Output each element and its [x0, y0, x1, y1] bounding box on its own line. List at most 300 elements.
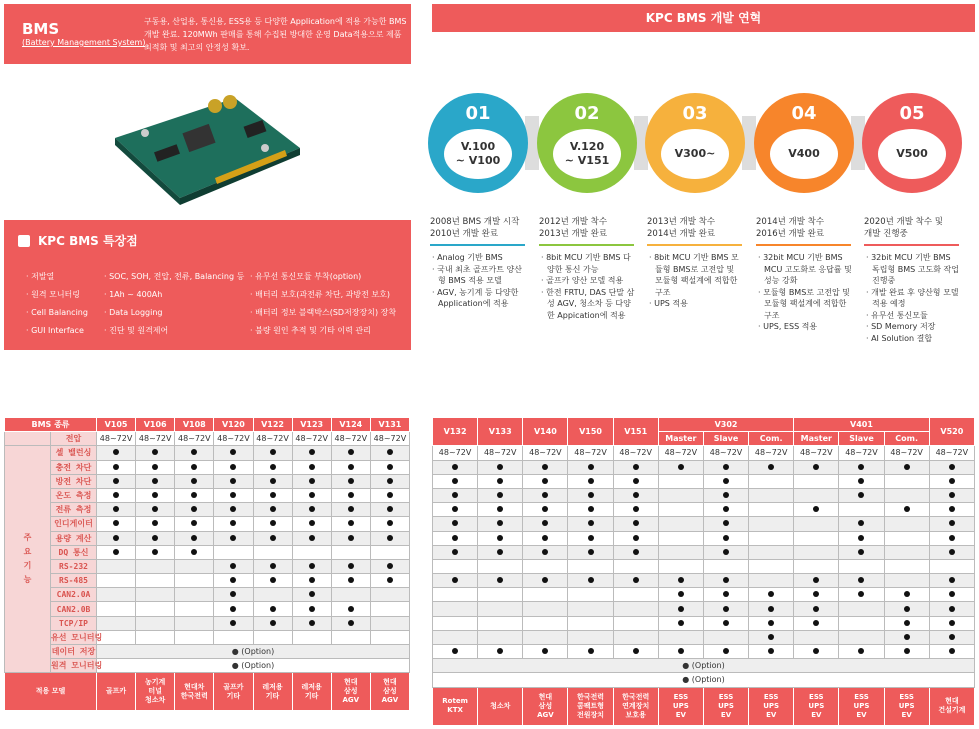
- bms-header: [4, 4, 411, 64]
- sub-header: Master: [658, 432, 703, 446]
- check-dot: [904, 620, 910, 626]
- check-dot: [113, 535, 119, 541]
- check-dot: [230, 449, 236, 455]
- milestone-items: · 32bit MCU 기반 BMS 독립형 BMS 고도화 작업 진행중 · 개발 완료 후 양산형 모델 적용 예정 · 유무선 통신모듈 · SD Memory 저장 · AI Solution 결합: [866, 253, 959, 343]
- check-dot: [230, 478, 236, 484]
- check-dot: [723, 606, 729, 612]
- milestone-years: 2012년 개발 착수 2013년 개발 완료: [539, 216, 634, 246]
- milestone-circle: [428, 93, 528, 193]
- feature-item: · 배터리 정보 블랙박스(SD저장장치) 장착: [250, 308, 397, 317]
- check-dot: [152, 520, 158, 526]
- voltage-cell: 48~72V: [523, 446, 568, 460]
- voltage-cell: 48~72V: [929, 446, 974, 460]
- check-dot: [270, 506, 276, 512]
- application-cell: 레저용 기타: [292, 673, 331, 711]
- check-dot: [452, 577, 458, 583]
- check-dot: [387, 492, 393, 498]
- check-dot: [588, 506, 594, 512]
- check-dot: [230, 620, 236, 626]
- voltage-cell: 48~72V: [613, 446, 658, 460]
- check-dot: [348, 478, 354, 484]
- check-dot: [904, 464, 910, 470]
- feature-item: · 저발열: [26, 272, 55, 281]
- model-header: V150: [568, 418, 613, 446]
- milestone-number: 01: [465, 103, 491, 124]
- edit-icon: [18, 235, 30, 247]
- check-dot: [452, 648, 458, 654]
- check-dot: [309, 535, 315, 541]
- feature-item: · GUI Interface: [26, 326, 84, 335]
- feature-item: · 배터리 보호(과전류 차단, 과방전 보호): [250, 290, 390, 299]
- application-cell: 청소차: [478, 687, 523, 725]
- model-header: V108: [175, 418, 214, 432]
- check-dot: [949, 591, 955, 597]
- check-dot: [858, 577, 864, 583]
- check-dot: [152, 549, 158, 555]
- feature-label: 온도 측정: [51, 488, 97, 502]
- milestone-years: 2014년 개발 착수 2016년 개발 완료: [756, 216, 851, 246]
- check-dot: [387, 577, 393, 583]
- applied-model-label: 적용 모델: [5, 673, 97, 711]
- check-dot: [309, 449, 315, 455]
- model-header: V132: [433, 418, 478, 446]
- check-dot: [497, 520, 503, 526]
- check-dot: [858, 464, 864, 470]
- check-dot: [858, 549, 864, 555]
- feature-label: 전류 측정: [51, 503, 97, 517]
- check-dot: [152, 492, 158, 498]
- voltage-cell: 48~72V: [136, 432, 175, 446]
- check-dot: [230, 506, 236, 512]
- check-dot: [113, 464, 119, 470]
- check-dot: [813, 506, 819, 512]
- milestone-version: V.100 ~ V100: [444, 129, 512, 179]
- feature-item: · Data Logging: [104, 308, 163, 317]
- application-cell: 현대 삼성 AGV: [331, 673, 370, 711]
- check-dot: [152, 464, 158, 470]
- check-dot: [270, 492, 276, 498]
- check-dot: [633, 535, 639, 541]
- check-dot: [949, 620, 955, 626]
- check-dot: [387, 563, 393, 569]
- voltage-cell: 48~72V: [97, 432, 136, 446]
- voltage-cell: 48~72V: [214, 432, 253, 446]
- check-dot: [633, 520, 639, 526]
- check-dot: [813, 620, 819, 626]
- check-dot: [191, 449, 197, 455]
- check-dot: [191, 478, 197, 484]
- feature-label: DQ 통신: [51, 545, 97, 559]
- application-cell: 골프카: [97, 673, 136, 711]
- option-cell: ● (Option): [433, 673, 975, 687]
- voltage-cell: 48~72V: [703, 446, 748, 460]
- check-dot: [904, 606, 910, 612]
- feature-label: RS-232: [51, 559, 97, 573]
- check-dot: [309, 506, 315, 512]
- check-dot: [949, 634, 955, 640]
- check-dot: [497, 535, 503, 541]
- check-dot: [542, 506, 548, 512]
- voltage-cell: 48~72V: [175, 432, 214, 446]
- check-dot: [452, 492, 458, 498]
- milestone-years: 2020년 개발 착수 및 개발 진행중: [864, 216, 959, 246]
- check-dot: [813, 591, 819, 597]
- check-dot: [113, 478, 119, 484]
- check-dot: [768, 634, 774, 640]
- application-cell: 골프카 기타: [214, 673, 253, 711]
- check-dot: [387, 520, 393, 526]
- check-dot: [904, 591, 910, 597]
- check-dot: [348, 577, 354, 583]
- check-dot: [542, 648, 548, 654]
- check-dot: [348, 506, 354, 512]
- application-cell: ESS UPS EV: [749, 687, 794, 725]
- check-dot: [497, 492, 503, 498]
- check-dot: [497, 648, 503, 654]
- check-dot: [113, 520, 119, 526]
- model-header: V140: [523, 418, 568, 446]
- check-dot: [309, 563, 315, 569]
- check-dot: [723, 591, 729, 597]
- check-dot: [348, 563, 354, 569]
- feature-label: TCP/IP: [51, 616, 97, 630]
- check-dot: [678, 648, 684, 654]
- model-header: V124: [331, 418, 370, 432]
- check-dot: [270, 520, 276, 526]
- voltage-cell: 48~72V: [253, 432, 292, 446]
- check-dot: [949, 464, 955, 470]
- check-dot: [191, 549, 197, 555]
- check-dot: [270, 464, 276, 470]
- check-dot: [152, 478, 158, 484]
- main-functions-label: 주 요 기 능: [5, 446, 51, 673]
- application-cell: ESS UPS EV: [884, 687, 929, 725]
- milestone-circle: [862, 93, 962, 193]
- check-dot: [723, 478, 729, 484]
- milestone-items: · 32bit MCU 기반 BMS MCU 고도화로 응답률 및 성능 강화 · 모듈형 BMS로 고전압 및 모듈형 팩설계에 적합한 구조 · UPS, ESS 적용: [758, 253, 852, 331]
- check-dot: [542, 464, 548, 470]
- feature-label: RS-485: [51, 574, 97, 588]
- check-dot: [452, 549, 458, 555]
- check-dot: [497, 549, 503, 555]
- check-dot: [949, 535, 955, 541]
- milestone-years: 2008년 BMS 개발 시작 2010년 개발 완료: [430, 216, 525, 246]
- check-dot: [230, 563, 236, 569]
- check-dot: [270, 563, 276, 569]
- check-dot: [949, 478, 955, 484]
- spec-table-1: [4, 417, 410, 711]
- check-dot: [191, 464, 197, 470]
- sub-header: Com.: [884, 432, 929, 446]
- check-dot: [633, 577, 639, 583]
- check-dot: [768, 464, 774, 470]
- application-cell: ESS UPS EV: [794, 687, 839, 725]
- option-cell: ● (Option): [433, 659, 975, 673]
- voltage-cell: 48~72V: [292, 432, 331, 446]
- check-dot: [542, 577, 548, 583]
- application-cell: 현대차 한국전력: [175, 673, 214, 711]
- feature-label: 데이터 저장: [51, 645, 97, 659]
- check-dot: [588, 520, 594, 526]
- check-dot: [387, 535, 393, 541]
- check-dot: [723, 549, 729, 555]
- feature-item: · 불량 원인 추적 및 기타 이력 관리: [250, 326, 371, 335]
- milestone-number: 04: [791, 103, 817, 124]
- milestone-items: · Analog 기반 BMS · 국내 최초 골프카트 양산형 BMS 적용 모델 · AGV, 농기계 등 다양한 Application에 적용: [432, 253, 522, 308]
- check-dot: [270, 478, 276, 484]
- check-dot: [678, 577, 684, 583]
- check-dot: [309, 520, 315, 526]
- check-dot: [387, 506, 393, 512]
- check-dot: [309, 577, 315, 583]
- check-dot: [191, 492, 197, 498]
- milestone-items: · 8bit MCU 기반 BMS 다양한 통신 가능 · 골프카 양산 모델 적용 · 한전 FRTU, DAS 단말 삼성 AGV, 청소차 등 다양한 Appication에 적용: [541, 253, 635, 320]
- check-dot: [588, 492, 594, 498]
- check-dot: [191, 506, 197, 512]
- check-dot: [768, 648, 774, 654]
- check-dot: [768, 591, 774, 597]
- feature-label: 셀 밸런싱: [51, 446, 97, 460]
- milestone-circle: [537, 93, 637, 193]
- check-dot: [230, 591, 236, 597]
- check-dot: [768, 606, 774, 612]
- check-dot: [230, 577, 236, 583]
- milestone-number: 02: [574, 103, 600, 124]
- check-dot: [387, 478, 393, 484]
- features-col2: [104, 268, 244, 340]
- voltage-cell: 48~72V: [370, 432, 409, 446]
- check-dot: [348, 535, 354, 541]
- check-dot: [723, 520, 729, 526]
- check-dot: [152, 449, 158, 455]
- features-col3: [250, 268, 396, 340]
- model-header: V105: [97, 418, 136, 432]
- milestone-circle: [645, 93, 745, 193]
- milestone-circle: [754, 93, 854, 193]
- check-dot: [497, 506, 503, 512]
- feature-label: CAN2.0A: [51, 588, 97, 602]
- check-dot: [542, 520, 548, 526]
- voltage-cell: 48~72V: [794, 446, 839, 460]
- check-dot: [723, 464, 729, 470]
- check-dot: [904, 648, 910, 654]
- bms-description: 구동용, 산업용, 통신용, ESS용 등 다양한 Application에 적용 가능한 BMS 개발 완료. 120MWh 판매를 통해 수집된 방대한 운영 Data적용으로 제품 최적화 및 최고의 안정성 확보.: [144, 17, 407, 52]
- milestone-number: 05: [899, 103, 925, 124]
- check-dot: [348, 449, 354, 455]
- feature-item: · 유무선 통신모듈 부착(option): [250, 272, 362, 281]
- check-dot: [152, 535, 158, 541]
- check-dot: [497, 577, 503, 583]
- check-dot: [309, 492, 315, 498]
- check-dot: [230, 492, 236, 498]
- model-header: V120: [214, 418, 253, 432]
- bms-type-header: BMS 종류: [5, 418, 97, 432]
- model-header: V133: [478, 418, 523, 446]
- bms-title: BMS: [22, 20, 60, 38]
- check-dot: [768, 620, 774, 626]
- check-dot: [270, 449, 276, 455]
- check-dot: [309, 464, 315, 470]
- model-header: V106: [136, 418, 175, 432]
- feature-label: 유선 모니터링: [51, 630, 97, 644]
- milestone-number: 03: [682, 103, 708, 124]
- check-dot: [813, 577, 819, 583]
- feature-label: 방전 차단: [51, 474, 97, 488]
- check-dot: [858, 591, 864, 597]
- check-dot: [949, 520, 955, 526]
- application-cell: ESS UPS EV: [658, 687, 703, 725]
- check-dot: [113, 492, 119, 498]
- application-cell: Rotem KTX: [433, 687, 478, 725]
- application-cell: ESS UPS EV: [703, 687, 748, 725]
- feature-item: · 원격 모니터링: [26, 290, 80, 299]
- features-panel: [4, 220, 411, 350]
- sub-header: Slave: [839, 432, 884, 446]
- feature-label: CAN2.0B: [51, 602, 97, 616]
- check-dot: [949, 506, 955, 512]
- check-dot: [542, 549, 548, 555]
- check-dot: [387, 464, 393, 470]
- check-dot: [588, 577, 594, 583]
- check-dot: [113, 549, 119, 555]
- check-dot: [633, 492, 639, 498]
- voltage-cell: 48~72V: [568, 446, 613, 460]
- check-dot: [309, 591, 315, 597]
- check-dot: [588, 478, 594, 484]
- check-dot: [723, 506, 729, 512]
- feature-item: · SOC, SOH, 전압, 전류, Balancing 등: [104, 272, 245, 281]
- feature-label: 전압: [51, 432, 97, 446]
- voltage-cell: 48~72V: [658, 446, 703, 460]
- option-cell: ● (Option): [97, 659, 410, 673]
- check-dot: [723, 620, 729, 626]
- pcb-board-image: [105, 78, 305, 208]
- check-dot: [230, 520, 236, 526]
- milestone-version: V400: [770, 129, 838, 179]
- voltage-cell: 48~72V: [749, 446, 794, 460]
- check-dot: [452, 506, 458, 512]
- voltage-cell: 48~72V: [478, 446, 523, 460]
- application-cell: 레저용 기타: [253, 673, 292, 711]
- feature-label: 인디게이터: [51, 517, 97, 531]
- spec-table-2: [432, 417, 975, 726]
- check-dot: [113, 506, 119, 512]
- check-dot: [633, 549, 639, 555]
- check-dot: [858, 478, 864, 484]
- milestone-years: 2013년 개발 착수 2014년 개발 완료: [647, 216, 742, 246]
- check-dot: [152, 506, 158, 512]
- check-dot: [309, 606, 315, 612]
- option-cell: ● (Option): [97, 645, 410, 659]
- application-cell: 현대 삼성 AGV: [370, 673, 409, 711]
- check-dot: [542, 535, 548, 541]
- check-dot: [949, 492, 955, 498]
- check-dot: [270, 606, 276, 612]
- check-dot: [309, 478, 315, 484]
- check-dot: [542, 492, 548, 498]
- milestone-version: V.120 ~ V151: [553, 129, 621, 179]
- check-dot: [723, 492, 729, 498]
- check-dot: [858, 648, 864, 654]
- check-dot: [452, 535, 458, 541]
- check-dot: [588, 535, 594, 541]
- milestone-items: · 8bit MCU 기반 BMS 모듈형 BMS로 고전압 및 모듈형 팩설계에 적합한 구조 · UPS 적용: [649, 253, 739, 308]
- check-dot: [949, 648, 955, 654]
- check-dot: [949, 549, 955, 555]
- check-dot: [348, 492, 354, 498]
- voltage-cell: 48~72V: [884, 446, 929, 460]
- check-dot: [633, 478, 639, 484]
- feature-item: · 진단 및 원격제어: [104, 326, 169, 335]
- check-dot: [542, 478, 548, 484]
- check-dot: [678, 606, 684, 612]
- check-dot: [949, 606, 955, 612]
- check-dot: [588, 648, 594, 654]
- check-dot: [858, 492, 864, 498]
- group-header-v401: V401: [794, 418, 929, 432]
- check-dot: [904, 634, 910, 640]
- check-dot: [270, 535, 276, 541]
- check-dot: [723, 648, 729, 654]
- application-cell: 현대 삼성 AGV: [523, 687, 568, 725]
- check-dot: [813, 606, 819, 612]
- voltage-cell: 48~72V: [839, 446, 884, 460]
- check-dot: [452, 478, 458, 484]
- check-dot: [387, 449, 393, 455]
- check-dot: [588, 464, 594, 470]
- check-dot: [113, 449, 119, 455]
- check-dot: [230, 535, 236, 541]
- model-header: V520: [929, 418, 974, 446]
- model-header: V131: [370, 418, 409, 432]
- features-col1: [26, 268, 88, 340]
- milestone-version: V300~: [661, 129, 729, 179]
- check-dot: [348, 464, 354, 470]
- check-dot: [270, 577, 276, 583]
- check-dot: [348, 520, 354, 526]
- application-cell: 현대 건설기계: [929, 687, 974, 725]
- check-dot: [230, 464, 236, 470]
- application-cell: 한국전력 콤팩트형 전원장치: [568, 687, 613, 725]
- feature-label: 충전 차단: [51, 460, 97, 474]
- voltage-cell: 48~72V: [331, 432, 370, 446]
- application-cell: ESS UPS EV: [839, 687, 884, 725]
- check-dot: [633, 648, 639, 654]
- model-header: V151: [613, 418, 658, 446]
- check-dot: [633, 506, 639, 512]
- check-dot: [723, 577, 729, 583]
- check-dot: [309, 620, 315, 626]
- check-dot: [230, 606, 236, 612]
- check-dot: [858, 535, 864, 541]
- sub-header: Slave: [703, 432, 748, 446]
- feature-item: · Cell Balancing: [26, 308, 88, 317]
- feature-item: · 1Ah ~ 400Ah: [104, 290, 163, 299]
- check-dot: [452, 520, 458, 526]
- model-header: V123: [292, 418, 331, 432]
- check-dot: [452, 464, 458, 470]
- history-title: KPC BMS 개발 연혁: [645, 11, 762, 25]
- check-dot: [633, 464, 639, 470]
- check-dot: [904, 506, 910, 512]
- feature-label: 원격 모니터링: [51, 659, 97, 673]
- check-dot: [678, 591, 684, 597]
- check-dot: [813, 464, 819, 470]
- check-dot: [191, 520, 197, 526]
- check-dot: [348, 620, 354, 626]
- application-cell: 한국전력 연계장치 보호용: [613, 687, 658, 725]
- voltage-cell: 48~72V: [433, 446, 478, 460]
